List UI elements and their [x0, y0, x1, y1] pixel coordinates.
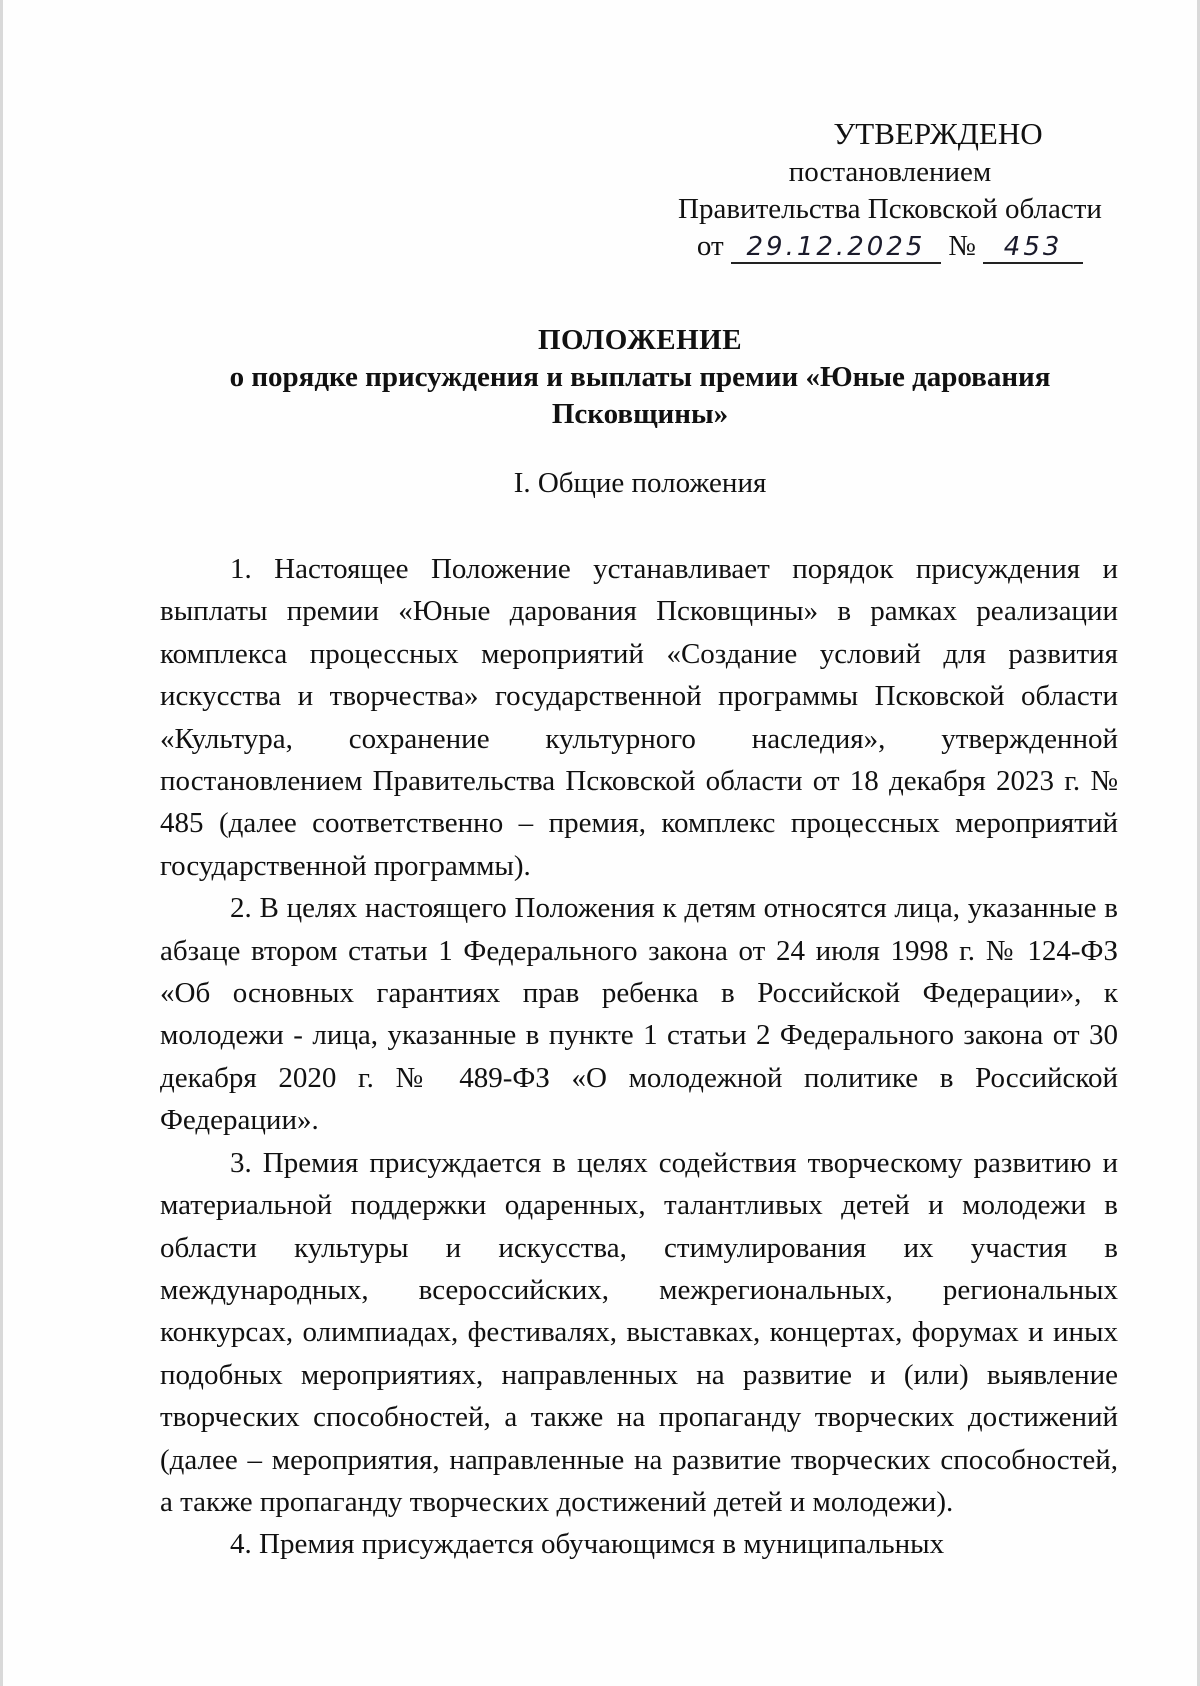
- paragraph-1: 1. Настоящее Положение устанавливает порядок присуждения и выплаты премии «Юные дарования Псковщины» в рамках реализации комплекса процессных мероприятий «Создание условий для развития искусства и творчества» государственной программы Псковской области «Культура, сохранение культурного наследия», утвержденной постановлением Правительства Псковской области от 18 декабря 2023 г. № 485 (далее соответственно – премия, комплекс процессных мероприятий государственной программы).: [160, 553, 1118, 882]
- paragraph-4: 4. Премия присуждается обучающимся в муниципальных: [230, 1528, 945, 1561]
- document-body: [160, 548, 1118, 1566]
- paragraph-3: 3. Премия присуждается в целях содействия творческому развитию и материальной поддержки одаренных, талантливых детей и молодежи в области культуры и искусства, стимулирования их участия в международных, всероссийских, межрегиональных, региональных конкурсах, олимпиадах, фестивалях, выставках, концертах, форумах и иных подобных мероприятиях, направленных на развитие и (или) выявление творческих способностей, а также на пропаганду творческих достижений (далее – мероприятия, направленные на развитие творческих способностей, а также пропаганду творческих достижений детей и молодежи).: [160, 1146, 1118, 1518]
- document-title: ПОЛОЖЕНИЕ: [537, 324, 743, 356]
- handwritten-date: 29.12.2025: [731, 232, 941, 264]
- approval-date-line: [660, 228, 1120, 265]
- section-heading: I. Общие положения: [513, 467, 767, 499]
- approval-line-2: Правительства Псковской области: [678, 193, 1102, 225]
- number-label: №: [948, 230, 976, 262]
- handwritten-number: 453: [983, 232, 1083, 264]
- date-prefix: от: [696, 230, 724, 262]
- approved-label: УТВЕРЖДЕНО: [833, 116, 1043, 151]
- approval-stamp-block: [660, 114, 1120, 265]
- paragraph-2: 2. В целях настоящего Положения к детям относятся лица, указанные в абзаце втором статьи 1 Федерального закона от 24 июля 1998 г. № 124-ФЗ «Об основных гарантиях прав ребенка в Российской Федерации», к молодежи - лица, указанные в пункте 1 статьи 2 Федерального закона от 30 декабря 2020 г. № 489-ФЗ «О молодежной политике в Российской Федерации».: [160, 892, 1118, 1137]
- document-subtitle: о порядке присуждения и выплаты премии «Юные дарования Псковщины»: [229, 361, 1051, 430]
- approval-line-1: постановлением: [788, 156, 992, 188]
- document-title-block: [160, 322, 1120, 433]
- scan-edge-left: [0, 0, 3, 1686]
